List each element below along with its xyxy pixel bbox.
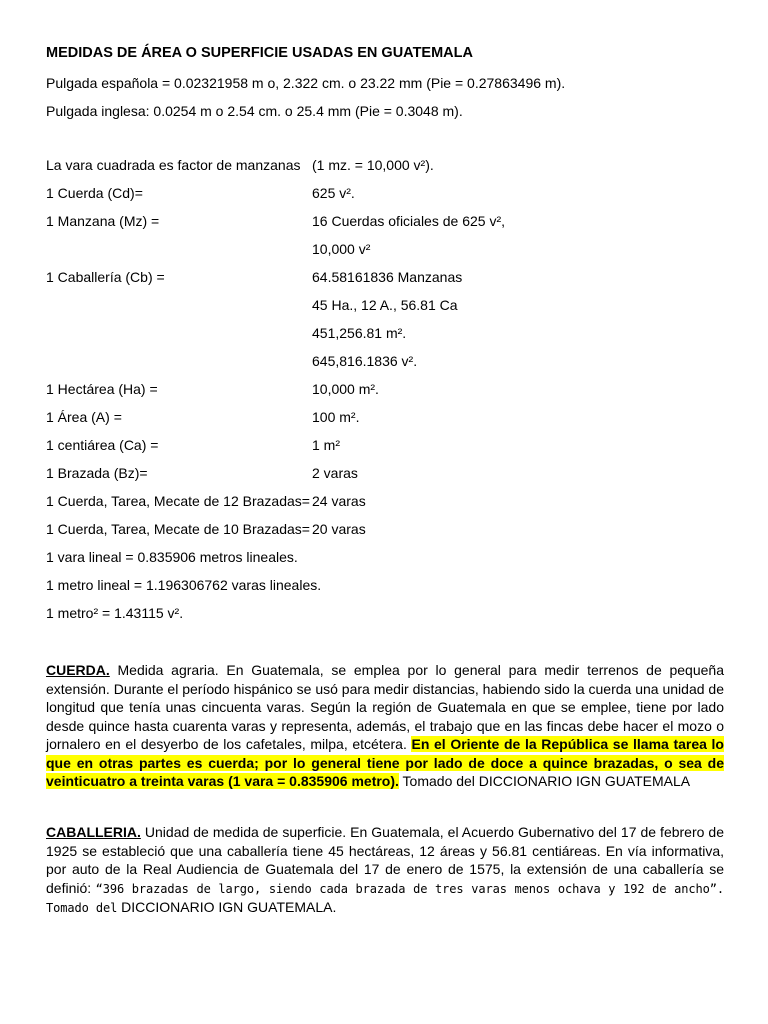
cuerda-term: CUERDA. — [46, 662, 110, 678]
page-title: MEDIDAS DE ÁREA O SUPERFICIE USADAS EN GUATEMALA — [46, 45, 473, 61]
caballeria-text: Unidad de medida de superficie. En Guatemala, el Acuerdo Gubernativo del 17 de febrero de 1925 se estableció que una caballería tiene 45 hectáreas, 12 áreas y 56.81 centiáreas. En vía informativa, por auto de la Real Audiencia de Guatemala del 17 de enero de 1575, la extensión de una caballería se definió: — [46, 824, 724, 896]
conversion-label: 1 Manzana (Mz) = — [46, 213, 160, 229]
conversion-label: 1 vara lineal = 0.835906 metros lineales. — [46, 549, 298, 565]
conversion-row — [46, 493, 726, 513]
intro-line-spanish-inch: Pulgada española = 0.02321958 m o, 2.322 cm. o 23.22 mm (Pie = 0.27863496 m). — [46, 75, 566, 91]
caballeria-quote: “396 brazadas de largo, siendo cada brazada de tres varas menos ochava y 192 de ancho”. Tomado del — [46, 881, 724, 915]
conversion-value: 451,256.81 m². — [312, 325, 407, 341]
conversion-label: La vara cuadrada es factor de manzanas — [46, 157, 301, 173]
conversion-value: 20 varas — [312, 521, 366, 537]
conversion-value: 1 m² — [312, 437, 340, 453]
caballeria-paragraph — [46, 823, 724, 918]
conversion-value: 10,000 m². — [312, 381, 379, 397]
conversion-label: 1 metro lineal = 1.196306762 varas lineales. — [46, 577, 322, 593]
caballeria-source: DICCIONARIO IGN GUATEMALA. — [117, 899, 337, 915]
conversion-value: 24 varas — [312, 493, 366, 509]
conversion-label: 1 centiárea (Ca) = — [46, 437, 159, 453]
conversion-value: 16 Cuerdas oficiales de 625 v², — [312, 213, 505, 229]
conversion-row — [46, 157, 726, 177]
conversion-label: 1 Caballería (Cb) = — [46, 269, 165, 285]
intro-line-english-inch: Pulgada inglesa: 0.0254 m o 2.54 cm. o 25.4 mm (Pie = 0.3048 m). — [46, 103, 463, 119]
conversion-row — [46, 381, 726, 401]
conversion-value: 10,000 v² — [312, 241, 371, 257]
caballeria-term: CABALLERIA. — [46, 824, 141, 840]
cuerda-source: Tomado del DICCIONARIO IGN GUATEMALA — [398, 773, 691, 789]
conversion-row — [46, 297, 726, 317]
conversion-value: 2 varas — [312, 465, 358, 481]
conversion-row — [46, 353, 726, 373]
conversion-row — [46, 577, 726, 597]
conversion-row — [46, 269, 726, 289]
conversion-label: 1 Área (A) = — [46, 409, 122, 425]
conversion-row — [46, 521, 726, 541]
conversion-row — [46, 437, 726, 457]
conversion-row — [46, 605, 726, 625]
conversion-row — [46, 325, 726, 345]
conversion-row — [46, 213, 726, 233]
conversion-row — [46, 465, 726, 485]
conversion-label: 1 Cuerda (Cd)= — [46, 185, 143, 201]
conversion-value: 645,816.1836 v². — [312, 353, 418, 369]
conversion-value: 45 Ha., 12 A., 56.81 Ca — [312, 297, 458, 313]
conversion-label: 1 Cuerda, Tarea, Mecate de 10 Brazadas= — [46, 521, 310, 537]
conversion-label: 1 Brazada (Bz)= — [46, 465, 148, 481]
conversion-label: 1 metro² = 1.43115 v². — [46, 605, 184, 621]
conversion-row — [46, 409, 726, 429]
conversion-row — [46, 549, 726, 569]
conversion-row — [46, 241, 726, 261]
conversion-row — [46, 185, 726, 205]
conversion-value: 625 v². — [312, 185, 355, 201]
conversion-value: (1 mz. = 10,000 v²). — [312, 157, 434, 173]
conversion-value: 64.58161836 Manzanas — [312, 269, 463, 285]
cuerda-highlight: En el Oriente de la República se llama tarea lo que en otras partes es cuerda; por lo general tiene por lado de doce a quince brazadas, o sea de veinticuatro a treinta varas (1 vara = 0.835906 metro). — [46, 736, 724, 789]
cuerda-paragraph — [46, 661, 724, 791]
conversion-value: 100 m². — [312, 409, 360, 425]
conversion-label: 1 Cuerda, Tarea, Mecate de 12 Brazadas= — [46, 493, 310, 509]
cuerda-text: Medida agraria. En Guatemala, se emplea por lo general para medir terrenos de pequeña extensión. Durante el período hispánico se usó para medir distancias, habiendo sido la cuerda una unidad de longitud que tenía unas cincuenta varas. Según la región de Guatemala en que se emplee, tiene por lado desde quince hasta cuarenta varas y representa, además, el trabajo que en las fincas debe hacer el mozo o jornalero en el desyerbo de los cafetales, milpa, etcétera. — [46, 662, 724, 752]
conversion-label: 1 Hectárea (Ha) = — [46, 381, 158, 397]
